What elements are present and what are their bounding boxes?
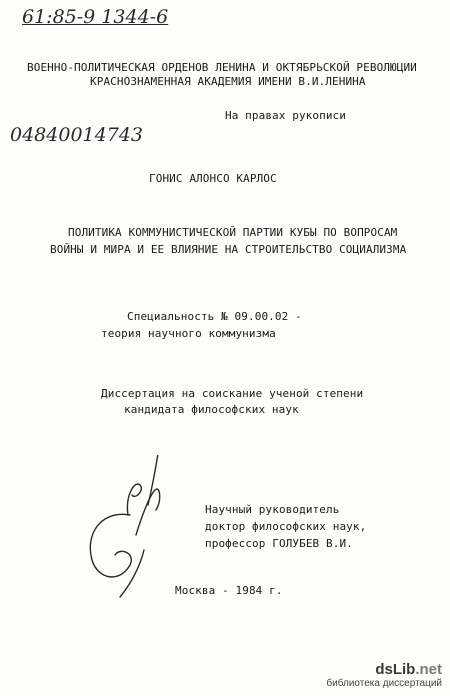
supervisor-line3: профессор ГОЛУБЕВ В.И.	[205, 537, 353, 550]
dissertation-title-line2: ВОЙНЫ И МИРА И ЕЕ ВЛИЯНИЕ НА СТРОИТЕЛЬСТВО СОЦИАЛИЗМА	[50, 243, 407, 256]
handwritten-catalog-code: 61:85-9 1344-6	[22, 6, 169, 28]
institution-header-line1: ВОЕННО-ПОЛИТИЧЕСКАЯ ОРДЕНОВ ЛЕНИНА И ОКТЯБРЬСКОЙ РЕВОЛЮЦИИ	[27, 61, 417, 74]
supervisor-line2: доктор философских наук,	[205, 520, 367, 533]
dslib-watermark	[326, 661, 442, 690]
specialty-line2: теория научного коммунизма	[101, 327, 276, 340]
place-year: Москва - 1984 г.	[175, 584, 283, 597]
handwritten-accession-number: 04840014743	[10, 124, 143, 146]
handwritten-signature	[70, 455, 190, 605]
rights-note: На правах рукописи	[225, 109, 347, 122]
degree-line2: кандидата философских наук	[124, 403, 299, 416]
degree-line1: Диссертация на соискание ученой степени	[101, 387, 364, 400]
author-name: ГОНИС АЛОНСО КАРЛОС	[149, 172, 277, 185]
supervisor-line1: Научный руководитель	[205, 503, 340, 516]
watermark-logo: dsLib.net	[375, 661, 442, 678]
institution-header-line2: КРАСНОЗНАМЕННАЯ АКАДЕМИЯ ИМЕНИ В.И.ЛЕНИНА	[90, 75, 366, 88]
dissertation-title-line1: ПОЛИТИКА КОММУНИСТИЧЕСКОЙ ПАРТИИ КУБЫ ПО ВОПРОСАМ	[68, 226, 398, 239]
watermark-caption: библиотека диссертаций	[326, 678, 442, 689]
specialty-line1: Специальность № 09.00.02 -	[127, 310, 302, 323]
